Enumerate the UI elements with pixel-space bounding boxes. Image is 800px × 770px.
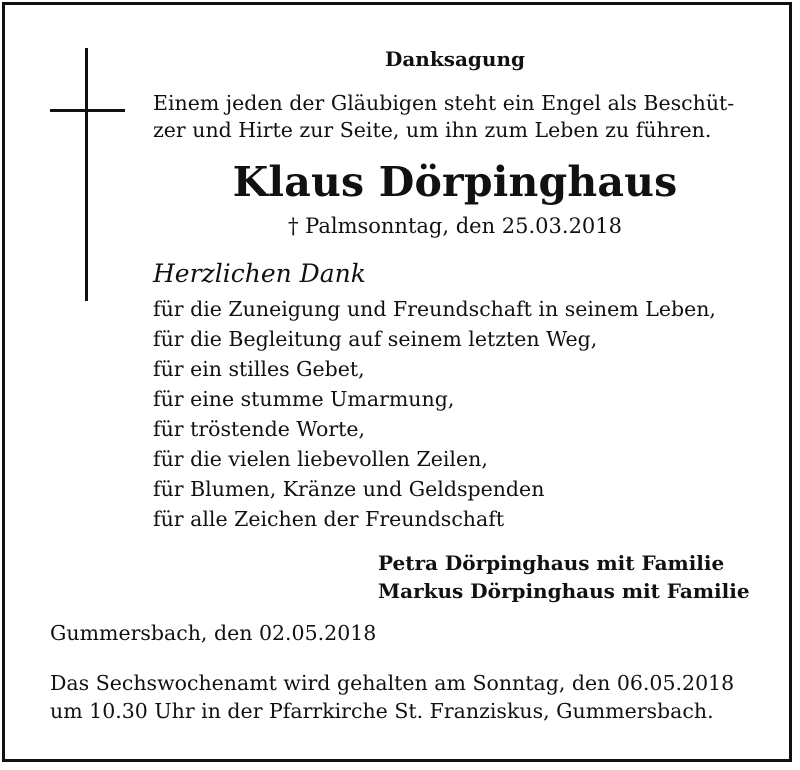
signatures [378, 549, 750, 605]
signature-line: Petra Dörpinghaus mit Familie [378, 551, 725, 575]
death-date: † Palmsonntag, den 25.03.2018 [287, 214, 623, 238]
thanks-title: Herzlichen Dank [153, 259, 366, 288]
thanks-line: für die Begleitung auf seinem letzten Weg, [153, 327, 598, 351]
thanks-line: für eine stumme Umarmung, [153, 387, 455, 411]
notice-heading: Danksagung [385, 47, 525, 71]
motto-line: zer und Hirte zur Seite, um ihn zum Leben zu führen. [153, 118, 712, 142]
thanks-line: für die vielen liebevollen Zeilen, [153, 447, 488, 471]
thanks-line: für tröstende Worte, [153, 417, 366, 441]
service-info-line: um 10.30 Uhr in der Pfarrkirche St. Franziskus, Gummersbach. [50, 699, 714, 723]
cross-horizontal-bar [50, 109, 125, 112]
thanks-line: für die Zuneigung und Freundschaft in seinem Leben, [153, 297, 716, 321]
signature-line: Markus Dörpinghaus mit Familie [378, 579, 750, 603]
place-date: Gummersbach, den 02.05.2018 [50, 621, 377, 645]
thanks-line: für Blumen, Kränze und Geldspenden [153, 477, 545, 501]
service-info-line: Das Sechswochenamt wird gehalten am Sonntag, den 06.05.2018 [50, 671, 735, 695]
motto-line: Einem jeden der Gläubigen steht ein Engel als Beschüt- [153, 91, 735, 115]
deceased-name: Klaus Dörpinghaus [232, 158, 678, 206]
thanks-list [153, 294, 716, 534]
thanks-line: für ein stilles Gebet, [153, 357, 365, 381]
thanks-line: für alle Zeichen der Freundschaft [153, 507, 505, 531]
